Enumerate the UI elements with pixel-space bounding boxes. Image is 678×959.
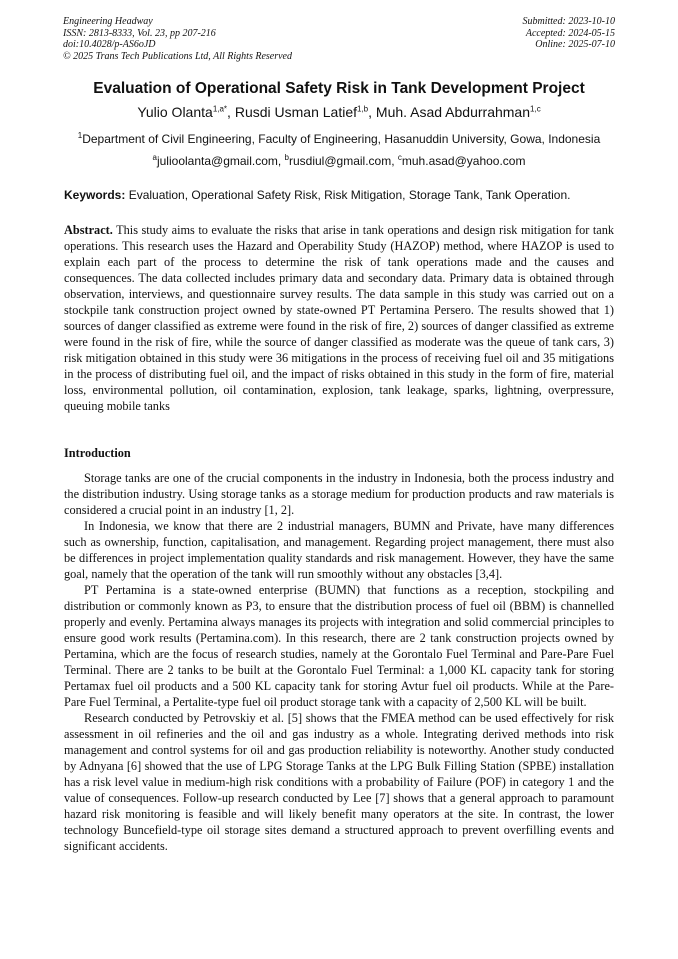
paragraph: In Indonesia, we know that there are 2 industrial managers, BUMN and Private, have many differences such as ownership, function, capitalisation, and management. Regarding project management, there must also be differences in project implementation quality standards and risk management. However, they have the same goal, namely that the operation of the tank will run smoothly without any obstacles [3,4]. <box>64 519 614 581</box>
author-list <box>0 104 678 120</box>
abstract-label: Abstract. <box>64 223 113 237</box>
journal-info <box>63 16 292 62</box>
author-superscript: 1,a* <box>212 104 228 114</box>
email-superscript: a <box>152 153 157 162</box>
abstract <box>64 222 614 414</box>
paper-title: Evaluation of Operational Safety Risk in Tank Development Project <box>93 80 585 97</box>
online-date: Online: 2025-07-10 <box>535 39 615 50</box>
email-superscript: c <box>397 153 402 162</box>
accepted-date: Accepted: 2024-05-15 <box>525 27 615 39</box>
author-separator: , <box>368 104 376 120</box>
abstract-text: This study aims to evaluate the risks that arise in tank operations and design risk mitigation for tank operations. This research uses the Hazard and Operability Study (HAZOP) method, where HAZOP is used to explain each part of the process to determine the risk of tank operations made and the causes and consequences. The data collected includes primary data and secondary data. Primary data is obtained through observation, interviews, and questionnaire survey results. The data sample in this study was carried out on a stockpile tank construction project owned by state-owned PT Pertamina Persero. The results showed that 1) sources of danger classified as extreme were found in the risk of fire, 2) sources of danger classified as extreme were found in the risk of fire, while the source of danger classified as moderate was the queue of tank cars, 3) risk mitigation obtained in this study were 36 mitigations in the process of receiving fuel oil and 35 mitigations in the process of distributing fuel oil, and the impact of risks obtained in this study in the form of fire, material loss, environmental pollution, oil contamination, explosion, tank leakage, sparks, lightning, overpressure, queuing mobile tanks <box>64 223 614 413</box>
email-separator: , <box>391 154 398 168</box>
paragraph: PT Pertamina is a state-owned enterprise (BUMN) that functions as a reception, stockpiling and distribution or commonly known as P3, to ensure that the distribution process of fuel oil (BBM) is channelled properly and evenly. Pertamina always manages its projects with integration and solid commercial principles to ensure good work results (Pertamina.com). In this research, there are 2 tank construction projects owned by Pertamina, which are the focus of research studies, namely at the Gorontalo Fuel Terminal and Pare-Pare Fuel Terminal. There are 2 tanks to be built at the Gorontalo Fuel Terminal: a 1,000 KL capacity tank for storing Pertamax fuel oil products and a 500 KL capacity tank for storing Avtur fuel oil products. While at the Pare-Pare Fuel Terminal, a Pertalite-type fuel oil product storage tank with a capacity of 2,500 KL will be built. <box>64 583 614 709</box>
section-heading-introduction: Introduction <box>64 446 131 460</box>
affiliation-superscript: 1 <box>77 131 83 140</box>
issn-line: ISSN: 2813-8333, Vol. 23, pp 207-216 <box>63 27 216 39</box>
email-link[interactable]: julioolanta@gmail.com <box>156 154 278 168</box>
publication-dates <box>523 16 616 62</box>
keywords <box>64 188 614 202</box>
author-separator: , <box>227 104 235 120</box>
author-name: Muh. Asad Abdurrahman <box>375 104 531 120</box>
email-list <box>0 153 678 168</box>
email-link[interactable]: muh.asad@yahoo.com <box>401 154 526 168</box>
email-superscript: b <box>284 153 289 162</box>
submitted-date: Submitted: 2023-10-10 <box>522 16 615 27</box>
affiliation <box>0 131 678 146</box>
journal-header <box>63 16 615 62</box>
author-superscript: 1,b <box>357 104 369 114</box>
keywords-label: Keywords: <box>64 188 126 202</box>
author-name: Rusdi Usman Latief <box>234 104 357 120</box>
paragraph: Research conducted by Petrovskiy et al. [5] shows that the FMEA method can be used effectively for risk assessment in oil refineries and the oil and gas industry as a whole. Integrating derived methods into risk management and control systems for oil and gas production reliability is noteworthy. Another study conducted by Adnyana [6] showed that the use of LPG Storage Tanks at the LPG Bulk Filling Station (SPBE) installation has a risk level value in medium-high risk conditions with a probability of Failure (POF) in category 1 and the value of consequences. Follow-up research conducted by Lee [7] shows that a general approach to paramount hazard risk monitoring is feasible and will likely benefit many operators at the site. In contrast, the lower technology Buncefield-type oil storage sites demand a structured approach to prevent overfilling events and significant accidents. <box>64 711 614 853</box>
author-superscript: 1,c <box>530 104 541 114</box>
affiliation-text: Department of Civil Engineering, Faculty of Engineering, Hasanuddin University, Gowa, Indonesia <box>82 132 601 146</box>
journal-name: Engineering Headway <box>63 16 153 27</box>
paragraph: Storage tanks are one of the crucial components in the industry in Indonesia, both the process industry and the distribution industry. Using storage tanks as a storage medium for production products and raw materials is considered a crucial point in an industry [1, 2]. <box>64 471 614 517</box>
introduction-body <box>64 470 614 854</box>
email-link[interactable]: rusdiul@gmail.com <box>289 154 392 168</box>
doi-line[interactable]: doi:10.4028/p-AS6oJD <box>63 39 156 50</box>
email-separator: , <box>277 154 285 168</box>
keywords-text: Evaluation, Operational Safety Risk, Risk Mitigation, Storage Tank, Tank Operation. <box>125 188 571 202</box>
copyright-line: © 2025 Trans Tech Publications Ltd, All Rights Reserved <box>63 50 292 62</box>
author-name: Yulio Olanta <box>137 104 213 120</box>
